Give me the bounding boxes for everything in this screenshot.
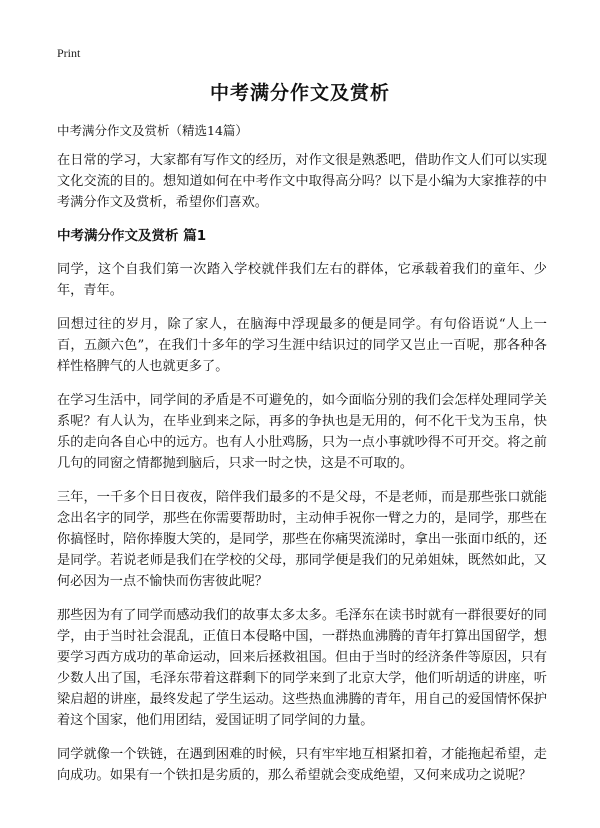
paragraph: 那些因为有了同学而感动我们的故事太多太多。毛泽东在读书时就有一群很要好的同学，由于当时社会混乱，正值日本侵略中国，一群热血沸腾的青年打算出国留学，想要学习西方成功的革命运动，回来后拯救祖国。但由于当时的经济条件等原因，只有少数人出了国，毛泽东带着这群剩下的同学来到了北京大学，他们听胡适的讲座，听梁启超的讲座，最终发起了学生运动。这些热血沸腾的青年，用自己的爱国情怀保护着这个国家，他们用团结，爱国证明了同学间的力量。 <box>57 608 547 728</box>
page-title: 中考满分作文及赏析 <box>209 82 390 104</box>
paragraph: 同学，这个自我们第一次踏入学校就伴我们左右的群体，它承载着我们的童年、少年，青年。 <box>57 262 547 298</box>
paragraph: 同学就像一个铁链，在遇到困难的时候，只有牢牢地互相紧扣着，才能拖起希望，走向成功。如果有一个铁扣是劣质的，那么希望就会变成绝望，又何来成功之说呢？ <box>57 747 547 783</box>
paragraph: 三年，一千多个日日夜夜，陪伴我们最多的不是父母，不是老师，而是那些张口就能念出名字的同学，那些在你需要帮助时，主动伸手祝你一臂之力的，是同学，那些在你搞怪时，陪你捧腹大笑的，是同学，那些在你痛哭流涕时，拿出一张面巾纸的，还是同学。若说老师是我们在学校的父母，那同学便是我们的兄弟姐妹，既然如此，又何必因为一点不愉快而伤害彼此呢？ <box>57 490 547 589</box>
print-label: Print <box>57 46 81 60</box>
paragraph: 回想过往的岁月，除了家人，在脑海中浮现最多的便是同学。有句俗语说“人上一百，五颜六色”，在我们十多年的学习生涯中结识过的同学又岂止一百呢，那各种各样性格脾气的人也就更多了。 <box>57 317 547 374</box>
document-subtitle: 中考满分作文及赏析（精选14篇） <box>57 123 248 138</box>
intro-paragraph: 在日常的学习，大家都有写作文的经历，对作文很是熟悉吧，借助作文人们可以实现文化交流的目的。想知道如何在中考作文中取得高分吗？以下是小编为大家推荐的中考满分作文及赏析，希望你们喜欢。 <box>57 153 547 210</box>
article-body <box>57 150 547 799</box>
section-heading: 中考满分作文及赏析 篇1 <box>57 228 207 244</box>
paragraph: 在学习生活中，同学间的矛盾是不可避免的，如今面临分别的我们会怎样处理同学关系呢？有人认为，在毕业到来之际，再多的争执也是无用的，何不化干戈为玉帛，快乐的走向各自心中的远方。也有人小肚鸡肠，只为一点小事就吵得不可开交。将之前几句的同窗之情都抛到脑后，只求一时之快，这是不可取的。 <box>57 393 547 471</box>
